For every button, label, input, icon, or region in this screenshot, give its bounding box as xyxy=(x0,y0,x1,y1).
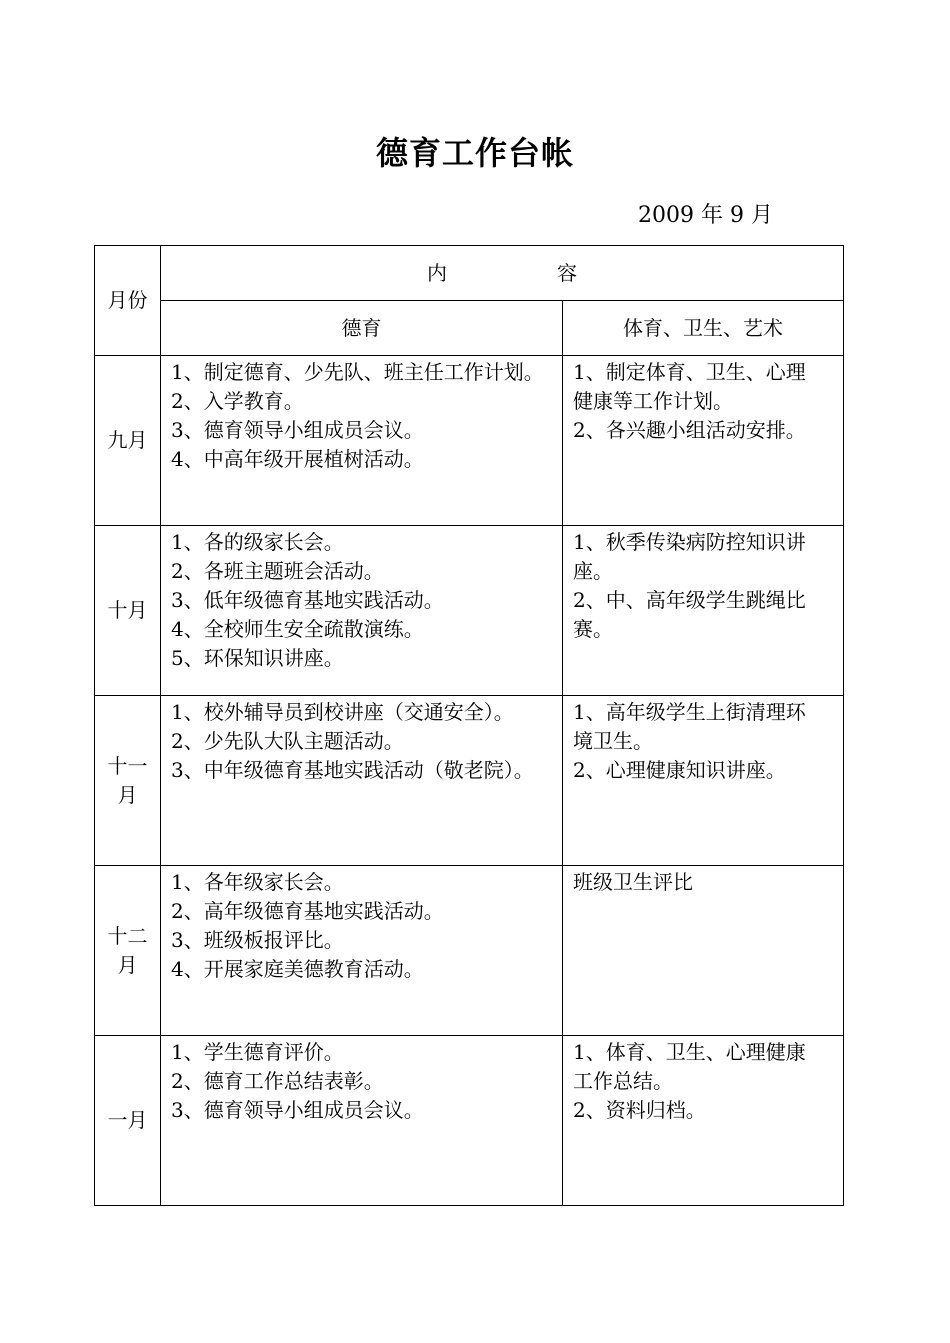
pe-cell xyxy=(563,1036,844,1206)
month-label-line2: 月 xyxy=(117,952,138,977)
pe-item: 1、高年级学生上街清理环 xyxy=(573,700,806,724)
moral-cell xyxy=(161,866,563,1036)
pe-item: 健康等工作计划。 xyxy=(573,389,733,413)
moral-cell xyxy=(161,356,563,526)
moral-item: 2、各班主题班会活动。 xyxy=(171,559,384,583)
pe-item: 2、资料归档。 xyxy=(573,1098,706,1122)
content-header-left: 内 xyxy=(427,260,447,285)
page-title: 德育工作台帐 xyxy=(375,134,574,172)
month-label: 九月 xyxy=(107,428,148,452)
moral-item: 4、全校师生安全疏散演练。 xyxy=(171,617,424,641)
header-row xyxy=(95,246,844,301)
moral-item: 3、德育领导小组成员会议。 xyxy=(171,1098,424,1122)
moral-item: 1、各的级家长会。 xyxy=(171,530,344,554)
pe-item: 工作总结。 xyxy=(573,1069,673,1093)
pe-item: 1、秋季传染病防控知识讲 xyxy=(573,530,806,554)
month-label-line2: 月 xyxy=(117,782,138,807)
pe-item: 1、制定体育、卫生、心理 xyxy=(573,360,806,384)
month-cell xyxy=(95,526,161,696)
moral-item: 2、德育工作总结表彰。 xyxy=(171,1069,384,1093)
pe-item: 境卫生。 xyxy=(573,729,653,753)
month-label-line1: 十一 xyxy=(107,753,148,778)
moral-item: 4、中高年级开展植树活动。 xyxy=(171,447,424,471)
month-cell xyxy=(95,356,161,526)
content-header xyxy=(161,246,844,301)
pe-item: 2、各兴趣小组活动安排。 xyxy=(573,418,806,442)
pe-item: 2、心理健康知识讲座。 xyxy=(573,758,786,782)
pe-cell xyxy=(563,696,844,866)
month-label: 一月 xyxy=(107,1108,148,1132)
pe-item: 2、中、高年级学生跳绳比 xyxy=(573,588,806,612)
pe-item: 1、体育、卫生、心理健康 xyxy=(573,1040,806,1064)
subheader-row xyxy=(95,301,844,356)
moral-column-header: 德育 xyxy=(161,301,563,356)
table-row xyxy=(95,356,844,526)
moral-item: 2、入学教育。 xyxy=(171,389,304,413)
pe-cell xyxy=(563,356,844,526)
moral-item: 1、制定德育、少先队、班主任工作计划。 xyxy=(171,360,544,384)
moral-item: 2、高年级德育基地实践活动。 xyxy=(171,899,444,923)
pe-cell xyxy=(563,866,844,1036)
moral-item: 1、校外辅导员到校讲座（交通安全）。 xyxy=(171,700,514,724)
ledger-table xyxy=(94,245,844,1206)
table-row xyxy=(95,526,844,696)
month-label-line1: 十二 xyxy=(107,923,148,948)
pe-cell xyxy=(563,526,844,696)
month-label: 十月 xyxy=(107,598,148,622)
moral-item: 3、低年级德育基地实践活动。 xyxy=(171,588,444,612)
table-row xyxy=(95,1036,844,1206)
table-row xyxy=(95,866,844,1036)
moral-item: 3、中年级德育基地实践活动（敬老院）。 xyxy=(171,758,534,782)
moral-item: 3、班级板报评比。 xyxy=(171,928,344,952)
moral-item: 1、各年级家长会。 xyxy=(171,870,344,894)
moral-cell xyxy=(161,1036,563,1206)
moral-item: 2、少先队大队主题活动。 xyxy=(171,729,404,753)
pe-item: 班级卫生评比 xyxy=(573,870,693,894)
pe-item: 座。 xyxy=(573,559,613,583)
month-header: 月份 xyxy=(95,246,161,356)
moral-item: 5、环保知识讲座。 xyxy=(171,646,344,670)
pe-column-header: 体育、卫生、艺术 xyxy=(563,301,844,356)
document-date: 2009 年 9 月 xyxy=(638,203,773,228)
moral-item: 1、学生德育评价。 xyxy=(171,1040,344,1064)
moral-cell xyxy=(161,526,563,696)
month-cell xyxy=(95,1036,161,1206)
month-cell xyxy=(95,696,161,866)
pe-item: 赛。 xyxy=(573,617,613,641)
month-cell xyxy=(95,866,161,1036)
moral-item: 4、开展家庭美德教育活动。 xyxy=(171,957,424,981)
moral-item: 3、德育领导小组成员会议。 xyxy=(171,418,424,442)
table-row xyxy=(95,696,844,866)
moral-cell xyxy=(161,696,563,866)
content-header-right: 容 xyxy=(557,260,577,285)
